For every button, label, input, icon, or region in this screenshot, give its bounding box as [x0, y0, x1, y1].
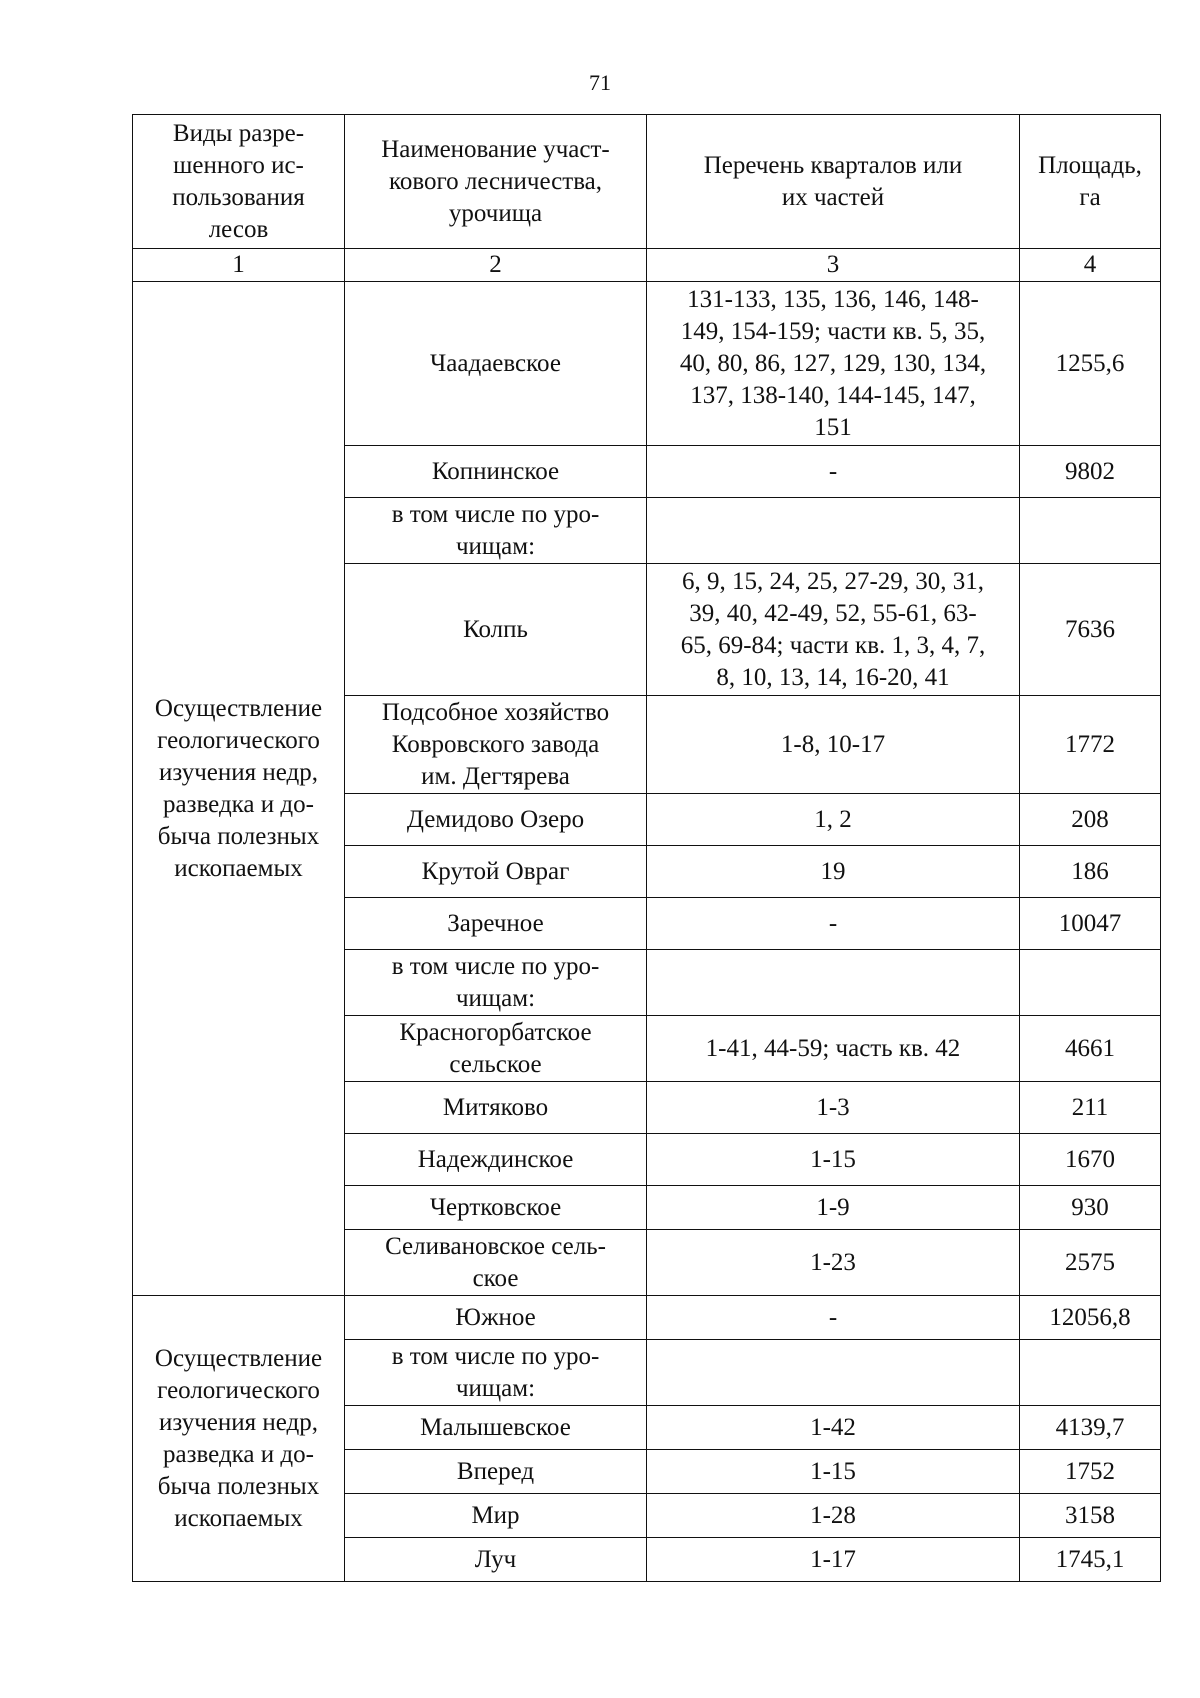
quarters-cell: -	[647, 446, 1020, 498]
quarters-cell: 1-9	[647, 1186, 1020, 1230]
forestry-name-cell: Заречное	[345, 898, 647, 950]
column-number: 1	[133, 249, 345, 282]
area-cell: 3158	[1020, 1494, 1161, 1538]
forestry-name-cell: Вперед	[345, 1450, 647, 1494]
area-cell	[1020, 498, 1161, 564]
forestry-name-cell: в том числе по уро- чищам:	[345, 1340, 647, 1406]
area-cell: 211	[1020, 1082, 1161, 1134]
table-row	[133, 282, 1161, 446]
area-cell: 930	[1020, 1186, 1161, 1230]
forestry-name-cell: Селивановское сель- ское	[345, 1230, 647, 1296]
area-cell: 1670	[1020, 1134, 1161, 1186]
forestry-name-cell: Малышевское	[345, 1406, 647, 1450]
forest-usage-table	[132, 114, 1161, 1582]
quarters-cell: 1-3	[647, 1082, 1020, 1134]
quarters-cell: 1-28	[647, 1494, 1020, 1538]
quarters-cell: 1, 2	[647, 794, 1020, 846]
area-cell: 186	[1020, 846, 1161, 898]
quarters-cell: 19	[647, 846, 1020, 898]
page-number: 71	[589, 70, 611, 95]
area-cell: 12056,8	[1020, 1296, 1161, 1340]
area-cell: 7636	[1020, 564, 1161, 696]
forestry-name-cell: Колпь	[345, 564, 647, 696]
forestry-name-cell: в том числе по уро- чищам:	[345, 950, 647, 1016]
forestry-name-cell: Южное	[345, 1296, 647, 1340]
forestry-name-cell: Чертковское	[345, 1186, 647, 1230]
area-cell: 4661	[1020, 1016, 1161, 1082]
column-numbers-row	[133, 249, 1161, 282]
quarters-cell: 1-15	[647, 1450, 1020, 1494]
quarters-cell: 1-8, 10-17	[647, 696, 1020, 794]
quarters-cell: 1-15	[647, 1134, 1020, 1186]
header-usage-type: Виды разре- шенного ис- пользования лесов	[133, 115, 345, 249]
forestry-name-cell: Демидово Озеро	[345, 794, 647, 846]
forestry-name-cell: Митяково	[345, 1082, 647, 1134]
header-area: Площадь, га	[1020, 115, 1161, 249]
table-row	[133, 1296, 1161, 1340]
quarters-cell: 1-42	[647, 1406, 1020, 1450]
quarters-cell: -	[647, 1296, 1020, 1340]
forestry-name-cell: Красногорбатское сельское	[345, 1016, 647, 1082]
quarters-cell	[647, 950, 1020, 1016]
column-number: 4	[1020, 249, 1161, 282]
forestry-name-cell: Луч	[345, 1538, 647, 1582]
header-quarters-list: Перечень кварталов или их частей	[647, 115, 1020, 249]
area-cell: 1255,6	[1020, 282, 1161, 446]
quarters-cell	[647, 498, 1020, 564]
quarters-cell: 1-41, 44-59; часть кв. 42	[647, 1016, 1020, 1082]
area-cell: 1772	[1020, 696, 1161, 794]
area-cell: 9802	[1020, 446, 1161, 498]
forestry-name-cell: Подсобное хозяйство Ковровского завода им. Дегтярева	[345, 696, 647, 794]
area-cell	[1020, 950, 1161, 1016]
area-cell: 4139,7	[1020, 1406, 1161, 1450]
quarters-cell: 1-23	[647, 1230, 1020, 1296]
column-number: 3	[647, 249, 1020, 282]
area-cell: 208	[1020, 794, 1161, 846]
usage-type-cell: Осуществление геологического изучения недр, разведка и до- быча полезных ископаемых	[133, 1296, 345, 1582]
area-cell: 1752	[1020, 1450, 1161, 1494]
forestry-name-cell: в том числе по уро- чищам:	[345, 498, 647, 564]
quarters-cell: -	[647, 898, 1020, 950]
quarters-cell: 6, 9, 15, 24, 25, 27-29, 30, 31, 39, 40, 42-49, 52, 55-61, 63- 65, 69-84; части кв. 1, 3, 4, 7, 8, 10, 13, 14, 16-20, 41	[647, 564, 1020, 696]
header-forestry-name: Наименование участ- кового лесничества, урочища	[345, 115, 647, 249]
quarters-cell	[647, 1340, 1020, 1406]
area-cell: 2575	[1020, 1230, 1161, 1296]
usage-type-cell: Осуществление геологического изучения недр, разведка и до- быча полезных ископаемых	[133, 282, 345, 1296]
forestry-name-cell: Надеждинское	[345, 1134, 647, 1186]
forestry-name-cell: Копнинское	[345, 446, 647, 498]
quarters-cell: 131-133, 135, 136, 146, 148- 149, 154-159; части кв. 5, 35, 40, 80, 86, 127, 129, 130, 134, 137, 138-140, 144-145, 147, 151	[647, 282, 1020, 446]
forestry-name-cell: Крутой Овраг	[345, 846, 647, 898]
column-number: 2	[345, 249, 647, 282]
forestry-name-cell: Чаадаевское	[345, 282, 647, 446]
area-cell: 10047	[1020, 898, 1161, 950]
area-cell	[1020, 1340, 1161, 1406]
area-cell: 1745,1	[1020, 1538, 1161, 1582]
header-row	[133, 115, 1161, 249]
forestry-name-cell: Мир	[345, 1494, 647, 1538]
quarters-cell: 1-17	[647, 1538, 1020, 1582]
